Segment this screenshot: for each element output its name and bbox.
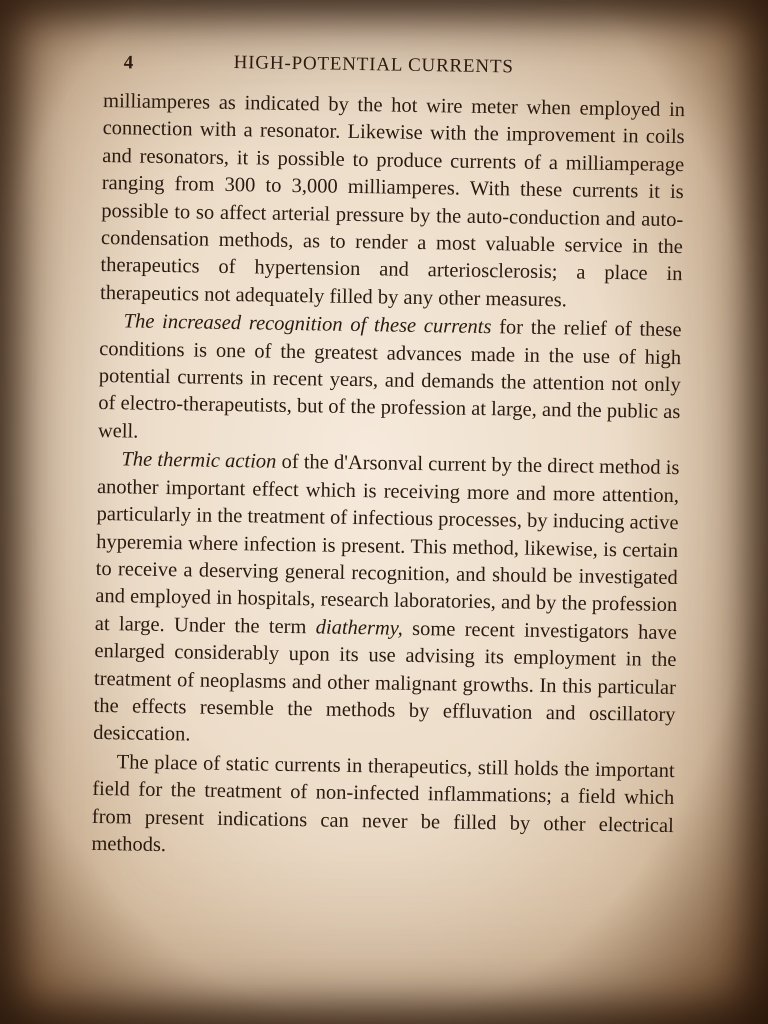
paragraph-1 — [100, 88, 685, 316]
running-head — [103, 44, 685, 87]
paragraph-2-text: for the relief of these conditions is one of the greatest advances made in the use of high potential currents in recent years, and demands the attention not only of electro-therapeutists, but of the profession at large, and the public as well. — [97, 316, 682, 443]
paragraph-3-term: diathermy, — [315, 616, 404, 640]
running-title: HIGH-POTENTIAL CURRENTS — [233, 52, 514, 78]
paragraph-3-lead: The thermic action — [121, 448, 277, 474]
paragraph-3-text: of the d'Arsonval current by the direct method is another important effect which is receiving more and more attention, particularly in the treatment of infectious processes, by inducing active hyperemia where infection is present. This method, likewise, is certain to receive a deserving general recognition, and should be investigated and employed in hospitals, research laboratories, and by the profession at large. Under the term — [94, 451, 680, 639]
paragraph-3-text-after: some recent investigators have enlarged considerably upon its use advising its employment in the treatment of neoplasms and other malignant growths. In this particular the effects resemble the methods by effluvation and oscillatory desiccation. — [92, 617, 677, 746]
book-page — [91, 44, 686, 867]
paragraph-3 — [93, 446, 680, 757]
paragraph-4 — [91, 749, 675, 868]
paragraph-2 — [98, 308, 682, 454]
paragraph-2-lead: The increased recognition of these currents — [123, 310, 492, 339]
page-number: 4 — [123, 52, 134, 74]
paragraph-4-text: The place of static currents in therapeutics, still holds the important field for the treatment of non-infected inflammations; a field which from present indications can never be filled by other electrical methods. — [91, 751, 675, 857]
paragraph-1-text: milliamperes as indicated by the hot wire meter when employed in connection with a resonator. Likewise with the improvement in coils and resonators, it is possible to produce currents of a milliamperage ranging from 300 to 3,000 milliamperes. With these currents it is possible to so affect arterial pressure by the auto-conduction and auto-condensation methods, as to render a most valuable service in the therapeutics of hypertension and arteriosclerosis; a place in therapeutics not adequately filled by any other measures. — [99, 89, 686, 312]
